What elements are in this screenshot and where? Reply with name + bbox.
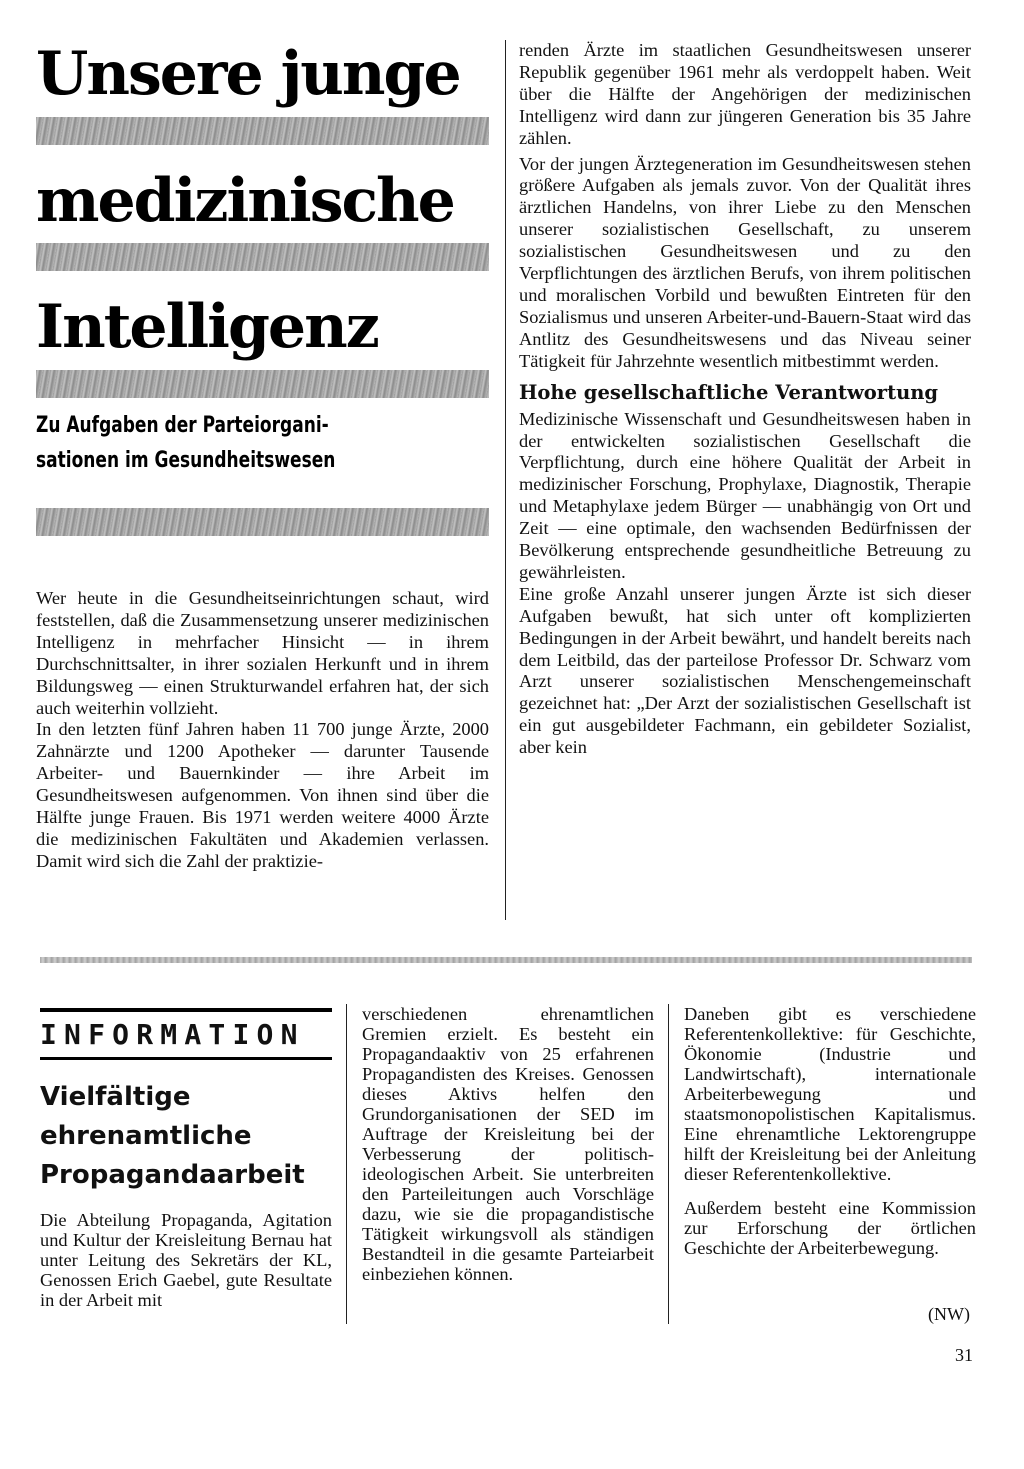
information-box — [40, 1008, 332, 1195]
info-column-3 — [684, 1004, 976, 1258]
subtitle-line-1: Zu Aufgaben der Parteiorgani- — [36, 413, 329, 438]
subtitle-rule — [36, 508, 489, 536]
section-heading: Hohe gesellschaftliche Verantwortung — [519, 380, 939, 404]
info-divider-1 — [346, 1004, 347, 1324]
headline-line-2: medizinische — [36, 166, 454, 236]
paragraph: Außerdem besteht eine Kommission zur Erforschung der örtlichen Geschichte der Arbeiterbewegung. — [684, 1198, 976, 1258]
headline-rule-3 — [36, 370, 489, 398]
article-right-column — [519, 40, 971, 759]
column-divider — [505, 40, 506, 920]
paragraph: Eine große Anzahl unserer jungen Ärzte ist sich dieser Aufgaben bewußt, hat sich unter oft komplizierten Bedingungen in der Arbeit bewährt, und handelt bereits nach dem Leitbild, das der parteilose Professor Dr. Schwarz vom Arzt unserer sozialistischen Menschengemeinschaft gezeichnet hat: „Der Arzt der sozialistischen Gesellschaft ist ein gut ausgebildeter Fachmann, ein gebildeter Sozialist, aber kein — [519, 583, 971, 758]
section-separator — [40, 957, 972, 963]
info-column-1: Die Abteilung Propaganda, Agitation und Kultur der Kreisleitung Bernau hat unter Leitung des Sekretärs der KL, Genossen Erich Gaebel, gute Resultate in der Arbeit mit — [40, 1210, 332, 1310]
paragraph: Vor der jungen Ärztegeneration im Gesundheitswesen stehen größere Aufgaben als jemals zuvor. Von der Qualität ihres ärztlichen Handelns, von ihrer Liebe zu den Menschen unserer sozialistischen Gesellschaft, zu unserem sozialistischen Gesundheitswesen und zu den Verpflichtungen des ärztlichen Berufs, von ihrem politischen und moralischen Vorbild und bewußten Eintreten für den Sozialismus und unseren Arbeiter-und-Bauern-Staat wird das Antlitz des Gesundheitswesens und das Niveau seiner Tätigkeit für Jahrzehnte wesentlich mitbestimmt werden. — [519, 153, 971, 371]
subtitle-line-2: sationen im Gesundheitswesen — [36, 448, 336, 473]
info-rule-bottom — [40, 1057, 332, 1060]
information-label: INFORMATION — [40, 1018, 305, 1051]
info-rule-top — [40, 1008, 332, 1012]
info-title-line-2: ehrenamtliche — [40, 1121, 252, 1151]
info-divider-2 — [668, 1004, 669, 1324]
paragraph: Medizinische Wissenschaft und Gesundheitswesen haben in der entwickelten sozialistischen Gesellschaft die Verpflichtung, durch eine höhere Qualität der Arbeit in medizinischer Forschung, Prophylaxe, Diagnostik, Therapie und Metaphylaxe jedem Bürger — unabhängig von Ort und Zeit — eine optimale, den wachsenden Bedürfnissen der Bevölkerung entsprechende gesundheitliche Betreuung zu gewährleisten. — [519, 408, 971, 582]
info-column-2: verschiedenen ehrenamtlichen Gremien erzielt. Es besteht ein Propagandaaktiv von 25 erfahrenen Propagandisten des Kreises. Genossen dieses Aktivs helfen den Grundorganisationen der SED im Auftrage der Kreisleitung bei der Verbesserung der politisch-ideologischen Arbeit. Sie unterbreiten den Parteileitungen auch Vorschläge dazu, wie sie die propagandistische Tätigkeit wirkungsvoll als ständigen Bestandteil in die gesamte Parteiarbeit einbeziehen können. — [362, 1004, 654, 1284]
paragraph: Wer heute in die Gesundheitseinrichtungen schaut, wird feststellen, daß die Zusammensetzung unserer medizinischen Intelligenz in mehrfacher Hinsicht — in ihrem Durchschnittsalter, in ihrer sozialen Herkunft und in ihrem Bildungsweg — einen Strukturwandel erfahren hat, der sich auch weiterhin vollzieht. — [36, 588, 489, 718]
page-number: 31 — [955, 1345, 973, 1365]
paragraph: renden Ärzte im staatlichen Gesundheitswesen unserer Republik gegenüber 1961 mehr als verdoppelt haben. Weit über die Hälfte der Angehörigen der medizinischen Intelligenz wird dann zur jüngeren Generation bis 35 Jahre zählen. — [519, 40, 971, 148]
info-title-line-3: Propagandaarbeit — [40, 1160, 305, 1190]
article-subtitle — [36, 408, 432, 478]
info-title — [40, 1078, 332, 1195]
author-credit: (NW) — [928, 1304, 970, 1324]
info-title-line-1: Vielfältige — [40, 1082, 191, 1112]
headline-line-3: Intelligenz — [36, 292, 378, 362]
headline-line-1: Unsere junge — [36, 39, 460, 109]
paragraph: In den letzten fünf Jahren haben 11 700 junge Ärzte, 2000 Zahnärzte und 1200 Apotheker — darunter Tausende Arbeiter- und Bauernkinder — ihre Arbeit im Gesundheitswesen aufgenommen. Von ihnen sind über die Hälfte junge Frauen. Bis 1971 werden weitere 4000 Ärzte die medizinischen Fakultäten und Akademien verlassen. Damit wird sich die Zahl der praktizie- — [36, 719, 489, 871]
headline-rule-1 — [36, 117, 489, 145]
headline-rule-2 — [36, 243, 489, 271]
article-left-column — [36, 588, 489, 873]
paragraph: Daneben gibt es verschiedene Referentenkollektive: für Geschichte, Ökonomie (Industrie und Landwirtschaft), internationale Arbeiterbewegung und staatsmonopolistischen Kapitalismus. Eine ehrenamtliche Lektorengruppe hilft der Kreisleitung bei der Anleitung dieser Referentenkollektive. — [684, 1004, 976, 1184]
